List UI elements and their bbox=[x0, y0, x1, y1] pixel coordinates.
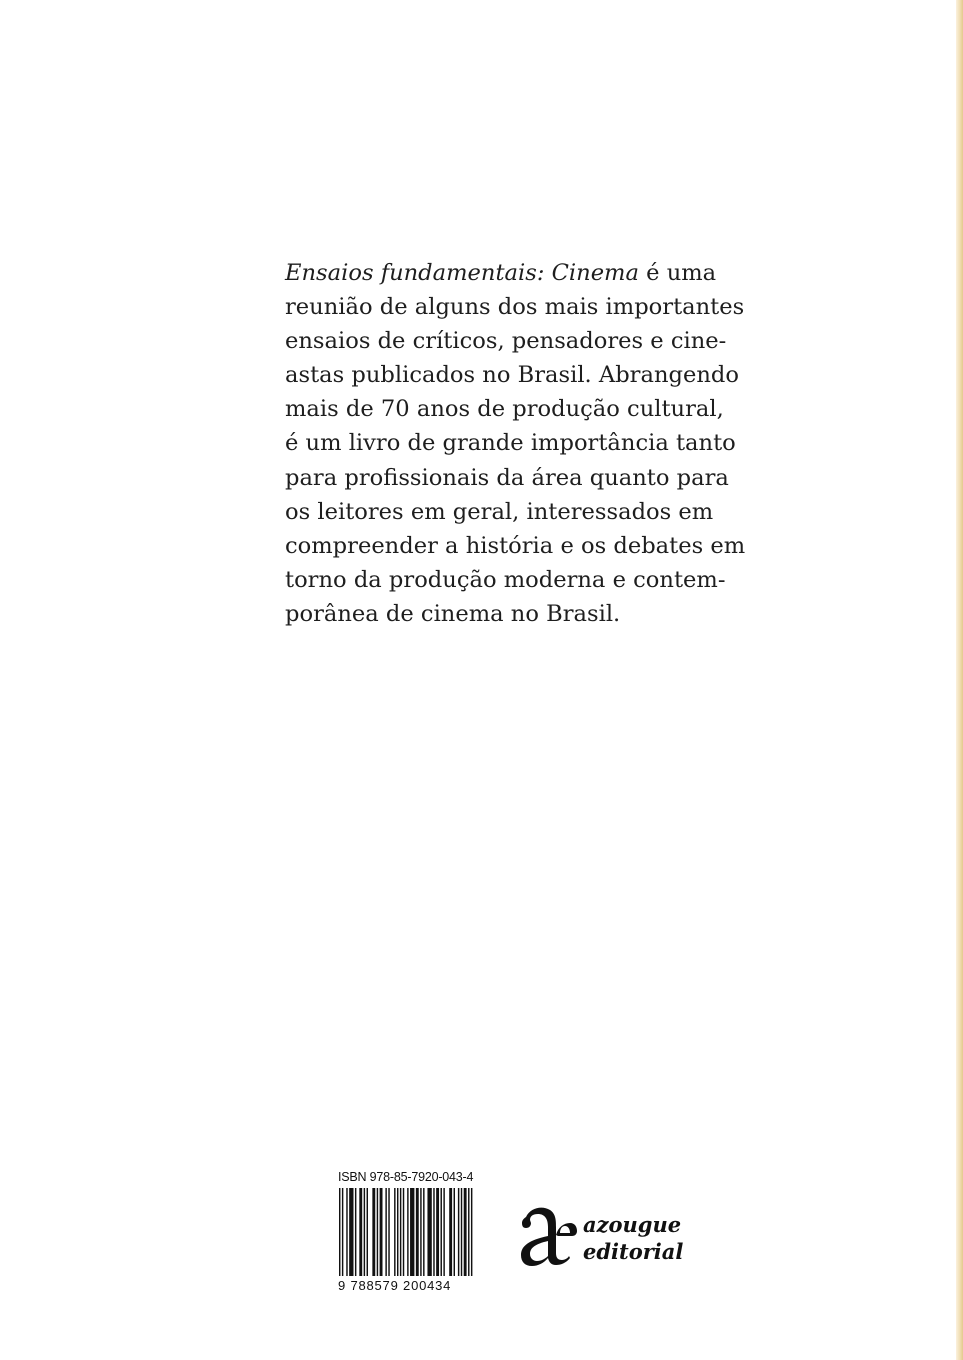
barcode-bar bbox=[441, 1188, 442, 1276]
barcode-bar bbox=[377, 1188, 378, 1276]
barcode-bar bbox=[339, 1188, 340, 1276]
barcode-bar bbox=[359, 1188, 362, 1276]
barcode-bar bbox=[349, 1188, 353, 1276]
barcode-bar bbox=[385, 1188, 386, 1276]
barcode-bar bbox=[372, 1188, 375, 1276]
publisher-name-line2: editorial bbox=[583, 1239, 684, 1264]
barcode-bar bbox=[464, 1188, 467, 1276]
barcode-bar bbox=[367, 1188, 368, 1276]
barcode-bar bbox=[394, 1188, 395, 1276]
barcode-bar bbox=[410, 1188, 414, 1276]
barcode-bar bbox=[420, 1188, 421, 1276]
barcode-bar bbox=[346, 1188, 347, 1276]
barcode-bar bbox=[397, 1188, 398, 1276]
blurb-line: compreender a história e os debates em bbox=[285, 532, 746, 559]
blurb-line: porânea de cinema no Brasil. bbox=[285, 600, 621, 627]
blurb-line: mais de 70 anos de produção cultural, bbox=[285, 396, 724, 423]
book-title: Ensaios fundamentais: Cinema bbox=[285, 260, 639, 286]
barcode-bar bbox=[342, 1188, 343, 1276]
publisher-name-line1: azougue bbox=[583, 1212, 682, 1237]
barcode-bar bbox=[407, 1188, 408, 1276]
blurb-line bbox=[285, 256, 717, 290]
publisher-name bbox=[583, 1211, 683, 1265]
blurb-line: ensaios de críticos, pensadores e cine- bbox=[285, 328, 727, 355]
barcode-bar bbox=[364, 1188, 365, 1276]
barcode-icon bbox=[338, 1188, 474, 1278]
barcode-bar bbox=[388, 1188, 389, 1276]
publisher-logo bbox=[520, 1205, 690, 1271]
blurb-line: é um livro de grande importância tanto bbox=[285, 430, 736, 457]
barcode-bar bbox=[468, 1188, 469, 1276]
barcode-bar bbox=[449, 1188, 452, 1276]
barcode-bar bbox=[380, 1188, 383, 1276]
barcode-bar bbox=[433, 1188, 434, 1276]
isbn-label: ISBN 978-85-7920-043-4 bbox=[338, 1170, 474, 1184]
blurb-line: astas publicados no Brasil. Abrangendo bbox=[285, 362, 739, 389]
barcode-bar bbox=[461, 1188, 462, 1276]
barcode-digits: 9 788579 200434 bbox=[338, 1278, 452, 1293]
spine-edge bbox=[956, 0, 963, 1360]
barcode-bar bbox=[355, 1188, 356, 1276]
barcode-bar bbox=[443, 1188, 444, 1276]
ae-ligature-icon bbox=[520, 1205, 578, 1267]
barcode-bar bbox=[471, 1188, 472, 1276]
barcode-bar bbox=[458, 1188, 459, 1276]
barcode-bar bbox=[454, 1188, 455, 1276]
barcode-bar bbox=[423, 1188, 424, 1276]
blurb-line-rest: é uma bbox=[638, 260, 717, 286]
barcode-bar bbox=[436, 1188, 439, 1276]
blurb-line: reunião de alguns dos mais importantes bbox=[285, 294, 745, 321]
barcode-bar bbox=[400, 1188, 401, 1276]
back-cover-blurb bbox=[285, 256, 746, 631]
blurb-line: para profissionais da área quanto para bbox=[285, 464, 729, 491]
isbn-barcode bbox=[338, 1170, 474, 1300]
barcode-bar bbox=[403, 1188, 404, 1276]
blurb-line: torno da produção moderna e contem- bbox=[285, 566, 726, 593]
barcode-bar bbox=[416, 1188, 419, 1276]
barcode-bar bbox=[427, 1188, 431, 1276]
blurb-line: os leitores em geral, interessados em bbox=[285, 498, 714, 525]
